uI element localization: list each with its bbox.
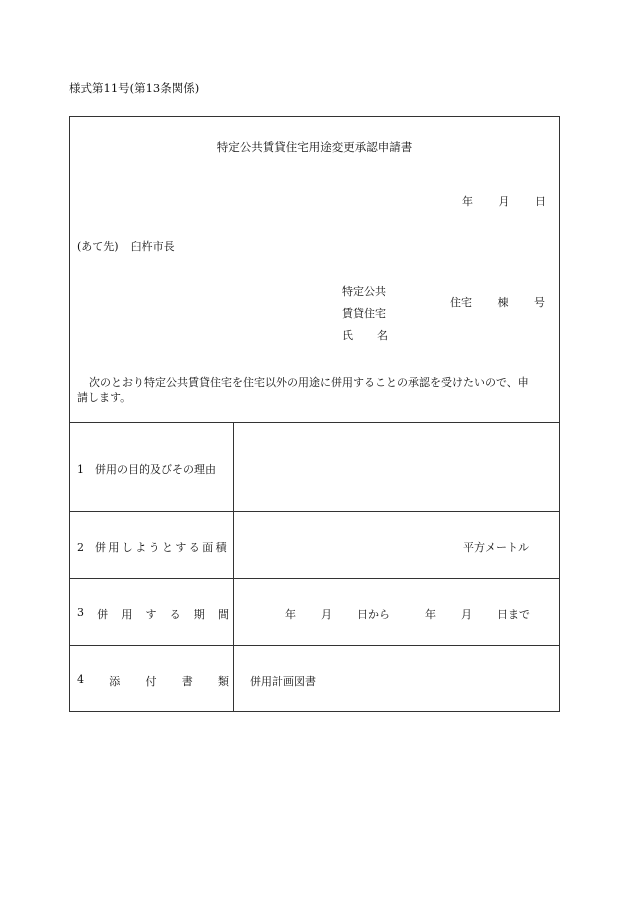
statement-line1: 次のとおり特定公共賃貸住宅を住宅以外の用途に併用することの承認を受けたいので、申 xyxy=(89,376,529,389)
to-year: 年 xyxy=(425,608,436,621)
row-3-char-4: る xyxy=(169,608,181,621)
row-3-char-1: 併 xyxy=(97,608,109,621)
addressee xyxy=(77,238,175,254)
row-2-number: 2 xyxy=(77,541,84,554)
statement xyxy=(77,375,555,405)
application-form xyxy=(69,116,560,712)
date-day: 日 xyxy=(535,195,546,208)
applicant-block xyxy=(342,283,552,353)
row-4-char-2: 付 xyxy=(145,675,157,688)
divider-3 xyxy=(70,645,559,646)
from-year: 年 xyxy=(285,608,296,621)
address-building: 棟 xyxy=(497,296,509,309)
to-month: 月 xyxy=(461,608,472,621)
row-1-label xyxy=(77,461,216,477)
row-4-value: 併用計画図書 xyxy=(250,675,316,688)
row-3-char-5: 期 xyxy=(193,608,205,621)
row-1-number: 1 xyxy=(77,463,84,476)
from-day: 日から xyxy=(357,608,390,621)
row-4-label xyxy=(77,673,229,689)
applicant-line2: 賃貸住宅 xyxy=(342,307,386,320)
divider-top xyxy=(70,422,559,423)
addressee-prefix: (あて先) xyxy=(77,240,119,253)
row-4-char-3: 書 xyxy=(181,675,193,688)
divider-1 xyxy=(70,511,559,512)
row-3-char-6: 間 xyxy=(217,608,229,621)
applicant-name-label xyxy=(342,327,388,343)
row-2-value: 平方メートル xyxy=(463,541,529,554)
date-year: 年 xyxy=(462,195,473,208)
applicant-line1: 特定公共 xyxy=(342,285,386,298)
address-label: 住宅 xyxy=(450,296,472,309)
row-4-number: 4 xyxy=(77,673,84,686)
row-1-label-text: 併用の目的及びその理由 xyxy=(95,463,216,476)
name-char-1: 氏 xyxy=(342,329,353,342)
row-4-char-4: 類 xyxy=(218,675,229,688)
row-2-label xyxy=(77,539,229,555)
address-number: 号 xyxy=(534,296,545,309)
statement-line2: 請します。 xyxy=(77,391,132,404)
name-char-2: 名 xyxy=(377,329,388,342)
row-2-label-text: 併用しようとする面積 xyxy=(95,541,229,554)
date-line xyxy=(462,193,546,209)
row-3-char-2: 用 xyxy=(121,608,133,621)
column-divider xyxy=(233,422,234,711)
row-3-char-3: す xyxy=(145,608,157,621)
row-3-number: 3 xyxy=(77,606,84,619)
row-4-char-1: 添 xyxy=(109,675,121,688)
form-title: 特定公共賃貸住宅用途変更承認申請書 xyxy=(216,140,413,154)
divider-2 xyxy=(70,578,559,579)
to-day: 日まで xyxy=(497,608,530,621)
date-month: 月 xyxy=(498,195,510,208)
row-3-label xyxy=(77,606,229,622)
applicant-address xyxy=(450,294,545,310)
from-month: 月 xyxy=(321,608,332,621)
addressee-name: 臼杵市長 xyxy=(130,240,175,253)
form-number: 様式第11号(第13条関係) xyxy=(69,81,200,95)
